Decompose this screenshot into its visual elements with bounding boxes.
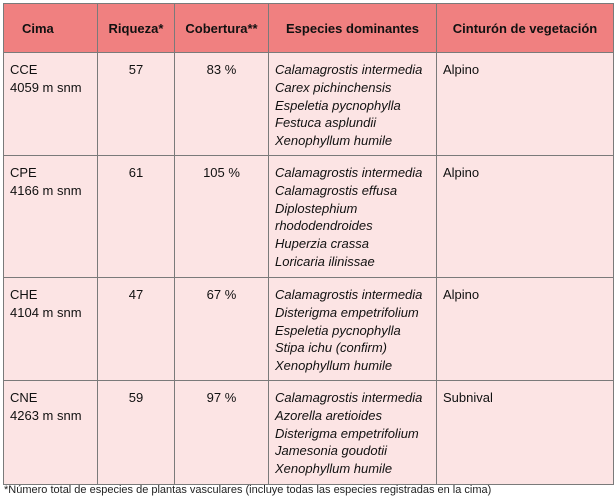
cell-cima xyxy=(4,53,98,156)
species-name: Calamagrostis intermedia xyxy=(275,287,423,302)
species-name: Jamesonia goudotii xyxy=(275,443,388,459)
species-name: Festuca asplundii xyxy=(275,115,377,131)
summit-altitude: 4263 m snm xyxy=(10,407,82,423)
species-name: rhododendroides xyxy=(275,218,373,234)
species-name: Espeletia pycnophylla xyxy=(275,97,401,113)
cell-cobertura: 105 % xyxy=(175,156,269,278)
species-name: Disterigma empetrifolium xyxy=(275,425,419,441)
table-row xyxy=(4,381,614,485)
cell-riqueza: 47 xyxy=(98,278,175,381)
cell-cobertura: 67 % xyxy=(175,278,269,381)
summit-code: CCE xyxy=(10,62,38,77)
species-name: Azorella aretioides xyxy=(275,407,382,423)
cell-cima xyxy=(4,278,98,381)
cell-especies xyxy=(269,381,437,485)
species-name: Huperzia crassa xyxy=(275,236,369,252)
table-row xyxy=(4,156,614,278)
cell-cobertura: 97 % xyxy=(175,381,269,485)
header-riqueza: Riqueza* xyxy=(98,4,175,53)
cell-especies xyxy=(269,156,437,278)
cell-cobertura: 83 % xyxy=(175,53,269,156)
cell-riqueza: 61 xyxy=(98,156,175,278)
cell-cinturon: Alpino xyxy=(437,53,614,156)
summit-altitude: 4059 m snm xyxy=(10,79,82,95)
species-name: Carex pichinchensis xyxy=(275,79,392,95)
species-name: Loricaria ilinissae xyxy=(275,253,375,269)
header-cobertura: Cobertura** xyxy=(175,4,269,53)
summit-code: CHE xyxy=(10,287,38,302)
table-footnote: *Número total de especies de plantas vasculares (incluye todas las especies registradas en la cima) xyxy=(4,484,492,496)
summit-vegetation-table xyxy=(3,3,614,485)
species-name: Espeletia pycnophylla xyxy=(275,322,401,338)
species-name: Calamagrostis effusa xyxy=(275,182,398,198)
summit-code: CNE xyxy=(10,390,38,405)
table-header-row xyxy=(4,4,614,53)
cell-cima xyxy=(4,156,98,278)
cell-riqueza: 59 xyxy=(98,381,175,485)
cell-especies xyxy=(269,53,437,156)
species-name: Calamagrostis intermedia xyxy=(275,390,423,405)
species-name: Calamagrostis intermedia xyxy=(275,62,423,77)
cell-cinturon: Alpino xyxy=(437,156,614,278)
species-name: Xenophyllum humile xyxy=(275,358,393,374)
table-row xyxy=(4,53,614,156)
cell-cima xyxy=(4,381,98,485)
species-name: Diplostephium xyxy=(275,200,358,216)
summit-altitude: 4104 m snm xyxy=(10,304,82,320)
cell-cinturon: Subnival xyxy=(437,381,614,485)
table-row xyxy=(4,278,614,381)
cell-riqueza: 57 xyxy=(98,53,175,156)
header-especies: Especies dominantes xyxy=(269,4,437,53)
summit-code: CPE xyxy=(10,165,37,180)
species-name: Xenophyllum humile xyxy=(275,461,393,477)
species-name: Stipa ichu (confirm) xyxy=(275,340,387,356)
cell-especies xyxy=(269,278,437,381)
species-name: Calamagrostis intermedia xyxy=(275,165,423,180)
species-name: Xenophyllum humile xyxy=(275,133,393,149)
header-cinturon: Cinturón de vegetación xyxy=(437,4,614,53)
species-name: Disterigma empetrifolium xyxy=(275,304,419,320)
header-cima: Cima xyxy=(4,4,98,53)
summit-altitude: 4166 m snm xyxy=(10,182,82,198)
cell-cinturon: Alpino xyxy=(437,278,614,381)
